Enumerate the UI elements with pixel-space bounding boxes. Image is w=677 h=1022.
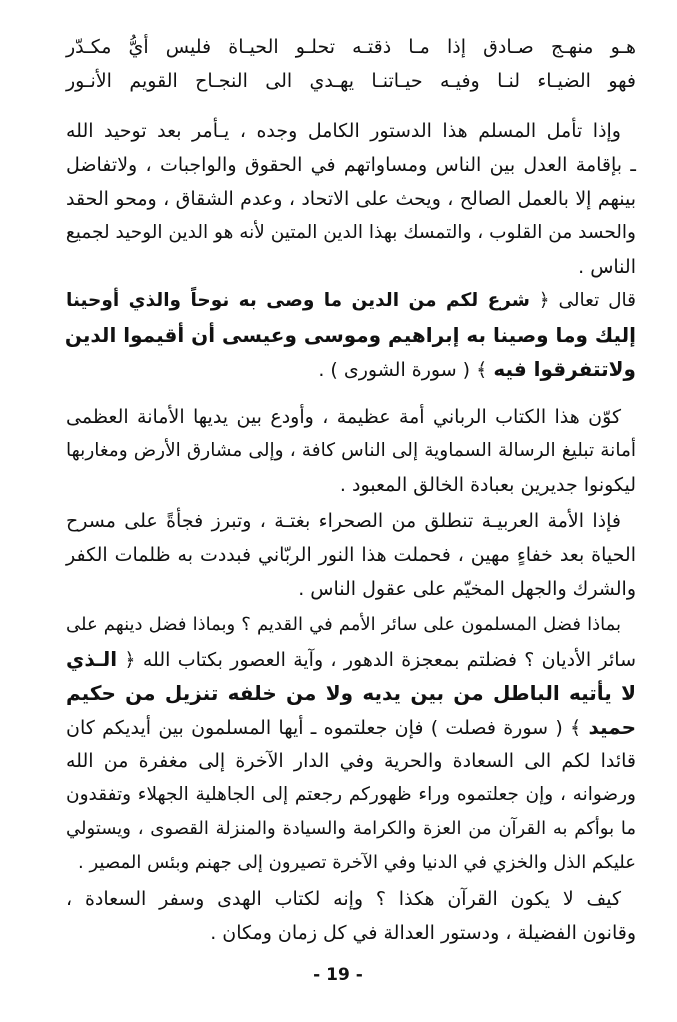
paragraph-1-line-1: وإذا تأمل المسلم هذا الدستور الكامل وجده ، يـأمر بعد توحيد الله: [66, 120, 621, 142]
paragraph-1-line-2: ـ بإقامة العدل بين الناس ومساواتهم في الحقوق والواجبات ، ولاتفاضل: [66, 154, 636, 176]
verse-shura-line-2: إليك وما وصينا به إبراهيم وموسى وعيسى أن أقيموا الدين: [64, 323, 636, 347]
paragraph-3-line-3: والشرك والجهل المخيّم على عقول الناس .: [298, 578, 636, 600]
paragraph-5-line-2: وقانون الفضيلة ، ودستور العدالة في كل زمان ومكان .: [210, 922, 636, 944]
paragraph-2-line-1: كوّن هذا الكتاب الرباني أمة عظيمة ، وأودع بين يديها الأمانة العظمى: [66, 406, 621, 428]
paragraph-2-line-2: أمانة تبليغ الرسالة السماوية إلى الناس كافة ، وإلى مشارق الأرض ومغاربها: [66, 440, 636, 461]
page-number: - 19 -: [313, 965, 363, 985]
verse-shura-line-1: [66, 284, 636, 318]
verse-fussilat-line: لا يأتيه الباطل من بين يديه ولا من خلفه تنزيل من حكيم: [66, 681, 636, 705]
verse-reference: ﴾ ( سورة الشورى ) .: [318, 359, 494, 381]
paragraph-4-line-2: [66, 642, 636, 676]
poem-line-2: فهو الضيـاء لنـا وفيـه حيـاتنـا يهـدي الى النجـاح القويم الأنـور: [66, 70, 636, 92]
paragraph-5-line-1: كيف لا يكون القرآن هكذا ؟ وإنه لكتاب الهدى وسفر السعادة ،: [66, 888, 621, 910]
verse-fussilat-end: حميد: [588, 715, 636, 739]
paragraph-2-line-3: ليكونوا جديرين بعبادة الخالق المعبود .: [339, 474, 636, 496]
verse-text: شرع لكم من الدين ما وصى به نوحاً والذي أوحينا: [66, 290, 530, 311]
paragraph-4-text: سائر الأديان ؟ فضلتم بمعجزة الدهور ، وآية العصور بكتاب الله ﴿: [117, 649, 636, 671]
paragraph-4-line-6: ورضوانه ، وإن جعلتموه وراء ظهوركم رجعتم إلى الجاهلية الجهلاء وتفقدون: [66, 784, 636, 805]
paragraph-3-line-2: الحياة بعد خفاءٍ مهين ، فحملت هذا النور الربّاني فبددت به ظلمات الكفر: [66, 544, 636, 566]
verse-fussilat-start: الـذي: [66, 647, 118, 671]
paragraph-4-text-cont: ﴾ ( سورة فصلت ) فإن جعلتموه ـ أيها المسلمون بين أيديكم كان: [66, 717, 589, 739]
paragraph-1-line-3: بينهم إلا بالعمل الصالح ، ويحث على الاتحاد ، وعدم الشقاق ، ومحو الحقد: [66, 188, 636, 210]
paragraph-4-line-8: عليكم الذل والخزي في الدنيا وفي الآخرة تصيرون إلى جهنم وبئس المصير .: [78, 852, 636, 873]
poem-line-1: هـو منهـج صـادق إذا مـا ذقتـه تحلـو الحيـاة فليس أيُّ مكـدّر: [66, 36, 636, 58]
paragraph-1-line-4: والحسد من القلوب ، والتمسك بهذا الدين المتين لأنه هو الدين الوحيد لجميع: [65, 222, 636, 243]
paragraph-4-line-7: ما بوأكم به القرآن من العزة والكرامة والسيادة والمنزلة القصوى ، ويستولي: [66, 818, 636, 839]
paragraph-3-line-1: فإذا الأمة العربيـة تنطلق من الصحراء بغتـة ، وتبرز فجأةً على مسرح: [66, 510, 621, 532]
paragraph-4-line-4: [66, 710, 636, 744]
paragraph-1-line-5: الناس .: [578, 256, 636, 278]
paragraph-4-line-1: بماذا فضل المسلمون على سائر الأمم في القديم ؟ وبماذا فضل دينهم على: [66, 614, 621, 635]
verse-text-end: ولاتتفرقوا فيه: [493, 357, 636, 381]
paragraph-4-line-5: قائدا لكم الى السعادة والحرية وفي الدار الآخرة إلى مغفرة من الله: [66, 750, 636, 772]
verse-intro: قال تعالى ﴿: [529, 290, 636, 311]
verse-shura-line-3: [66, 352, 636, 386]
